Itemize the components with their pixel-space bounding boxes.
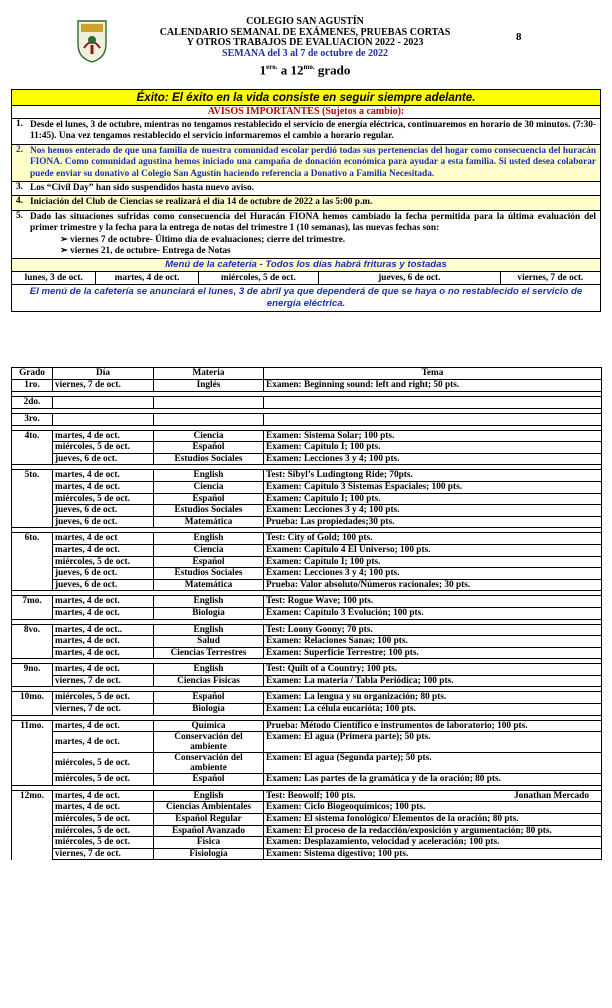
weekday-cell: miércoles, 5 de oct. (199, 272, 319, 284)
day-cell: viernes, 7 de oct. (53, 848, 154, 860)
table-row (12, 430, 602, 442)
notice-text: Iniciación del Club de Ciencias se realizará el día 14 de octubre de 2022 a las 5:00 p.m. (30, 197, 373, 208)
topic-text: Examen: La lengua y su organización; 80 pts. (266, 692, 447, 703)
column-header-grade: Grado (12, 368, 53, 380)
notices-box (11, 89, 601, 312)
day-cell: jueves, 6 de oct. (53, 568, 154, 580)
motto-banner: Éxito: El éxito en la vida consiste en seguir siempre adelante. (12, 90, 600, 106)
table-row (12, 814, 602, 826)
grade-cell: 7mo. (12, 596, 53, 619)
topic-cell (264, 848, 602, 860)
subject-cell: Química (154, 720, 264, 732)
topic-text: Examen: El agua (Segunda parte); 50 pts. (266, 753, 432, 764)
day-cell: miércoles, 5 de oct. (53, 442, 154, 454)
notice-text: Los “Civil Day” han sido suspendidos hasta nuevo aviso. (30, 183, 254, 194)
table-row (12, 533, 602, 545)
table-row (12, 848, 602, 860)
subject-cell: Español (154, 774, 264, 786)
topic-cell (264, 825, 602, 837)
topic-text: Examen: Desplazamiento, velocidad y aceleración; 100 pts. (266, 837, 500, 848)
table-row (12, 732, 602, 753)
table-row (12, 692, 602, 704)
topic-cell (264, 607, 602, 619)
day-cell: miércoles, 5 de oct. (53, 493, 154, 505)
table-row (12, 505, 602, 517)
subject-cell: Matemática (154, 516, 264, 528)
topic-cell (264, 481, 602, 493)
topic-text: Examen: El sistema fonológico/ Elementos de la oración; 80 pts. (266, 814, 519, 825)
grade-cell: 1ro. (12, 380, 53, 392)
notice-item (12, 196, 600, 210)
subject-cell: Español (154, 692, 264, 704)
table-row (12, 453, 602, 465)
subject-cell: Español Regular (154, 814, 264, 826)
notice-number: 4. (16, 196, 23, 207)
topic-cell (264, 413, 602, 425)
day-cell: viernes, 7 de oct. (53, 704, 154, 716)
notice-number: 1. (16, 119, 23, 129)
topic-text: Examen: Sistema digestivo; 100 pts. (266, 848, 409, 859)
topic-text: Examen: Las partes de la gramática y de la oración; 80 pts. (266, 774, 501, 785)
topic-cell (264, 802, 602, 814)
subject-cell: English (154, 664, 264, 676)
topic-cell (264, 544, 602, 556)
day-cell (53, 396, 154, 408)
topic-cell (264, 704, 602, 716)
day-cell: miércoles, 5 de oct. (53, 774, 154, 786)
subject-cell: Biología (154, 704, 264, 716)
topic-text: Examen: La materia / Tabla Periódica; 100 pts. (266, 675, 454, 686)
topic-text: Examen: Lecciones 3 y 4; 100 pts. (266, 568, 400, 579)
topic-text: Examen: Capítulo I; 100 pts. (266, 556, 381, 567)
subject-cell: Estudios Sociales (154, 453, 264, 465)
weekday-cell: jueves, 6 de oct. (319, 272, 501, 284)
day-cell: jueves, 6 de oct. (53, 579, 154, 591)
notice-item (12, 145, 600, 182)
topic-text: Examen: La célula eucarióta; 100 pts. (266, 704, 416, 715)
header-title-block (150, 17, 460, 78)
week-range: SEMANA del 3 al 7 de octubre de 2022 (222, 47, 388, 59)
subject-cell: Ciencias Físicas (154, 675, 264, 687)
weekday-cell: lunes, 3 de oct. (12, 272, 96, 284)
day-cell: martes, 4 de oct. (53, 430, 154, 442)
grade-cell: 5to. (12, 470, 53, 528)
topic-text: Examen: Lecciones 3 y 4; 100 pts. (266, 505, 400, 516)
subject-cell: English (154, 470, 264, 482)
day-cell: martes, 4 de oct. (53, 732, 154, 753)
topic-cell (264, 516, 602, 528)
topic-text: Examen: Sistema Solar; 100 pts. (266, 430, 395, 441)
day-cell: miércoles, 5 de oct. (53, 692, 154, 704)
subject-cell: English (154, 533, 264, 545)
table-row (12, 596, 602, 608)
day-cell: martes, 4 de oct. (53, 802, 154, 814)
topic-text: Examen: Capítulo I; 100 pts. (266, 493, 381, 504)
topic-text: Test: Sibyl’s Ludingtong Ride; 70pts. (266, 470, 413, 481)
day-cell: miércoles, 5 de oct. (53, 814, 154, 826)
day-cell: miércoles, 5 de oct. (53, 753, 154, 774)
column-header-topic: Tema (264, 368, 602, 380)
notice-number: 5. (16, 210, 23, 221)
table-row (12, 774, 602, 786)
day-cell: martes, 4 de oct. (53, 481, 154, 493)
table-row (12, 802, 602, 814)
subject-cell: Estudios Sociales (154, 505, 264, 517)
topic-cell (264, 692, 602, 704)
day-cell: miércoles, 5 de oct. (53, 556, 154, 568)
grade-cell: 11mo. (12, 720, 53, 785)
topic-text: Examen: Capítulo 4 El Universo; 100 pts. (266, 544, 431, 555)
topic-text: Examen: Lecciones 3 y 4; 100 pts. (266, 453, 400, 464)
table-row (12, 481, 602, 493)
notice-text: Desde el lunes, 3 de octubre, mientras no tengamos restablecido el servicio de energía eléctrica, continuaremos en horario de 30 minutos. (7:30- 11:45). Una vez tengamos restablecido el servicio informaremos el cambio a horario regular. (30, 120, 596, 142)
topic-cell (264, 442, 602, 454)
subject-cell: Salud (154, 636, 264, 648)
topic-text: Examen: Beginning sound: left and right; 50 pts. (266, 380, 460, 390)
grade-cell: 9no. (12, 664, 53, 687)
table-row (12, 837, 602, 849)
table-row (12, 825, 602, 837)
notice-item (12, 211, 600, 260)
table-row (12, 636, 602, 648)
topic-text: Examen: Capítulo 3 Sistemas Espaciales; 100 pts. (266, 481, 463, 492)
topic-text: Examen: El proceso de la redacción/exposición y argumentación; 80 pts. (266, 825, 552, 836)
table-row (12, 470, 602, 482)
subject-cell: Ciencias Terrestres (154, 647, 264, 659)
subject-cell: Ciencias Ambientales (154, 802, 264, 814)
grade-cell: 8vo. (12, 624, 53, 659)
subject-cell: Conservación del ambiente (154, 732, 264, 753)
day-cell: martes, 4 de oct (53, 533, 154, 545)
table-row (12, 790, 602, 802)
day-cell: martes, 4 de oct.. (53, 624, 154, 636)
topic-cell (264, 453, 602, 465)
cafeteria-menu-title: Menú de la cafetería - Todos los días habrá frituras y tostadas (12, 259, 600, 272)
topic-text: Test: City of Gold; 100 pts. (266, 533, 373, 544)
weekday-cell: viernes, 7 de oct. (517, 273, 584, 284)
topic-cell (264, 753, 602, 774)
topic-text: Examen: Ciclo Biogeoquímicos; 100 pts. (266, 802, 426, 813)
grade-cell: 12mo. (12, 790, 53, 860)
exam-schedule-table (11, 367, 602, 860)
topic-cell (264, 596, 602, 608)
day-cell: martes, 4 de oct. (53, 636, 154, 648)
table-row (12, 720, 602, 732)
table-row (12, 647, 602, 659)
table-row (12, 516, 602, 528)
topic-cell (264, 647, 602, 659)
table-row (12, 556, 602, 568)
day-cell: martes, 4 de oct. (53, 790, 154, 802)
table-row (12, 753, 602, 774)
weekday-row (12, 272, 600, 285)
teacher-name: Jonathan Mercado (514, 790, 589, 801)
table-row (12, 568, 602, 580)
day-cell: martes, 4 de oct. (53, 470, 154, 482)
topic-cell (264, 533, 602, 545)
topic-cell (264, 493, 602, 505)
notice-number: 2. (16, 144, 23, 155)
topic-cell (264, 380, 602, 392)
day-cell: martes, 4 de oct. (53, 647, 154, 659)
notice-item (12, 182, 600, 196)
table-row (12, 493, 602, 505)
subject-cell: Ciencia (154, 430, 264, 442)
topic-cell (264, 505, 602, 517)
subject-cell (154, 413, 264, 425)
page-number: 8 (516, 31, 522, 43)
grade-cell: 10mo. (12, 692, 53, 715)
table-row (12, 664, 602, 676)
subject-cell: Conservación del ambiente (154, 753, 264, 774)
subject-cell: Fisiología (154, 848, 264, 860)
topic-text: Test: Quilt of a Country; 100 pts. (266, 664, 398, 675)
topic-text: Prueba: Método Científico e instrumentos de laboratorio; 100 pts. (266, 720, 528, 731)
topic-text: Examen: Relaciones Sanas; 100 pts. (266, 636, 408, 647)
table-header-row (12, 368, 602, 380)
day-cell: jueves, 6 de oct. (53, 505, 154, 517)
calendar-title-line-2: Y OTROS TRABAJOS DE EVALUACIÓN 2022 - 2023 (186, 37, 424, 48)
day-cell: martes, 4 de oct. (53, 607, 154, 619)
topic-text: Examen: Superficie Terrestre; 100 pts. (266, 647, 419, 658)
day-cell: jueves, 6 de oct. (53, 516, 154, 528)
grade-cell: 2do. (12, 396, 53, 408)
topic-cell (264, 568, 602, 580)
topic-cell (264, 624, 602, 636)
subject-cell: Ciencia (154, 481, 264, 493)
document-header (0, 0, 612, 88)
topic-cell (264, 720, 602, 732)
day-cell: martes, 4 de oct. (53, 720, 154, 732)
table-row (12, 544, 602, 556)
table-row (12, 607, 602, 619)
grade-cell: 4to. (12, 430, 53, 465)
day-cell: jueves, 6 de oct. (53, 453, 154, 465)
table-row (12, 442, 602, 454)
topic-cell (264, 664, 602, 676)
school-name: COLEGIO SAN AGUSTÍN (246, 16, 364, 27)
topic-cell (264, 774, 602, 786)
subject-cell: Inglés (154, 380, 264, 392)
topic-cell (264, 837, 602, 849)
topic-cell (264, 790, 602, 802)
subject-cell: English (154, 596, 264, 608)
date-bullet: ➢ viernes 21, de octubre- Entrega de Notas (60, 246, 231, 257)
table-row (12, 704, 602, 716)
day-cell: viernes, 7 de oct. (53, 675, 154, 687)
grade-cell: 6to. (12, 533, 53, 591)
topic-cell (264, 579, 602, 591)
subject-cell: Biología (154, 607, 264, 619)
topic-text: Test: Rogue Wave; 100 pts. (266, 596, 374, 607)
topic-cell (264, 396, 602, 408)
subject-cell: Física (154, 837, 264, 849)
topic-cell (264, 430, 602, 442)
notice-number: 3. (16, 182, 23, 193)
day-cell: martes, 4 de oct. (53, 544, 154, 556)
notice-item (12, 119, 600, 145)
topic-cell (264, 814, 602, 826)
subject-cell (154, 396, 264, 408)
topic-text: Prueba: Las propiedades;30 pts. (266, 516, 395, 527)
subject-cell: English (154, 790, 264, 802)
day-cell (53, 413, 154, 425)
day-cell: martes, 4 de oct. (53, 596, 154, 608)
topic-text: Prueba: Valor absoluto/Números racionales; 30 pts. (266, 579, 471, 590)
subject-cell: Español (154, 493, 264, 505)
table-row (12, 579, 602, 591)
weekday-cell: martes, 4 de oct. (96, 272, 198, 284)
calendar-title-line-1: CALENDARIO SEMANAL DE EXÁMENES, PRUEBAS CORTAS (159, 26, 451, 38)
subject-cell: Español Avanzado (154, 825, 264, 837)
table-row (12, 380, 602, 392)
subject-cell: Español (154, 442, 264, 454)
table-row (12, 413, 602, 425)
column-header-subject: Materia (154, 368, 264, 380)
table-row (12, 675, 602, 687)
day-cell: viernes, 7 de oct. (53, 380, 154, 392)
table-row (12, 624, 602, 636)
subject-cell: Matemática (154, 579, 264, 591)
schedule-body (12, 380, 602, 860)
notice-text: Nos hemos enterado de que una familia de nuestra comunidad escolar perdió todas sus pertenencias del hogar como consecuencia del huracán FIONA. Como comunidad agustina hemos iniciado una campaña de donación económica para ayudar a esta familia. Si usted desea colaborar puede enviar su donativo al Colegio San Agustín haciendo referencia a Donativo a Familia Necesitada. (30, 145, 596, 179)
topic-cell (264, 470, 602, 482)
subject-cell: English (154, 624, 264, 636)
subject-cell: Español (154, 556, 264, 568)
day-cell: miércoles, 5 de oct. (53, 825, 154, 837)
topic-text: Examen: El agua (Primera parte); 50 pts. (266, 732, 431, 743)
topic-cell (264, 675, 602, 687)
grade-range: $1^{ero.}$ a $12^{mo.}$ grado (259, 62, 351, 78)
day-cell: miércoles, 5 de oct. (53, 837, 154, 849)
date-bullet: ➢ viernes 7 de octubre- Último día de evaluaciones; cierre del trimestre. (60, 234, 346, 245)
school-crest-icon (75, 18, 109, 64)
day-cell: martes, 4 de oct. (53, 664, 154, 676)
topic-text: Test: Beowolf; 100 pts. (266, 790, 356, 801)
cafeteria-menu-note: El menú de la cafetería se anunciará el lunes, 3 de abril ya que dependerá de que se haya o no restablecido el servicio de energía eléctrica. (29, 286, 583, 309)
topic-text: Examen: Capítulo 3 Evolución; 100 pts. (266, 607, 424, 618)
topic-cell (264, 732, 602, 753)
table-row (12, 396, 602, 408)
column-header-day: Día (53, 368, 154, 380)
topic-text: Examen: Capítulo I; 100 pts. (266, 442, 381, 453)
grade-cell: 3ro. (12, 413, 53, 425)
notices-title: AVISOS IMPORTANTES (Sujetos a cambio): (12, 106, 600, 119)
subject-cell: Estudios Sociales (154, 568, 264, 580)
notice-text: Dado las situaciones sufridas como consecuencia del Huracán FIONA hemos cambiado la fecha permitida para la última evaluación del primer trimestre y la fecha para la entrega de notas del trimestre 1 (10 semanas), las nuevas fechas son: (30, 211, 596, 234)
topic-text: Test: Loony Goony; 70 pts. (266, 624, 373, 635)
subject-cell: Ciencia (154, 544, 264, 556)
topic-cell (264, 556, 602, 568)
topic-cell (264, 636, 602, 648)
